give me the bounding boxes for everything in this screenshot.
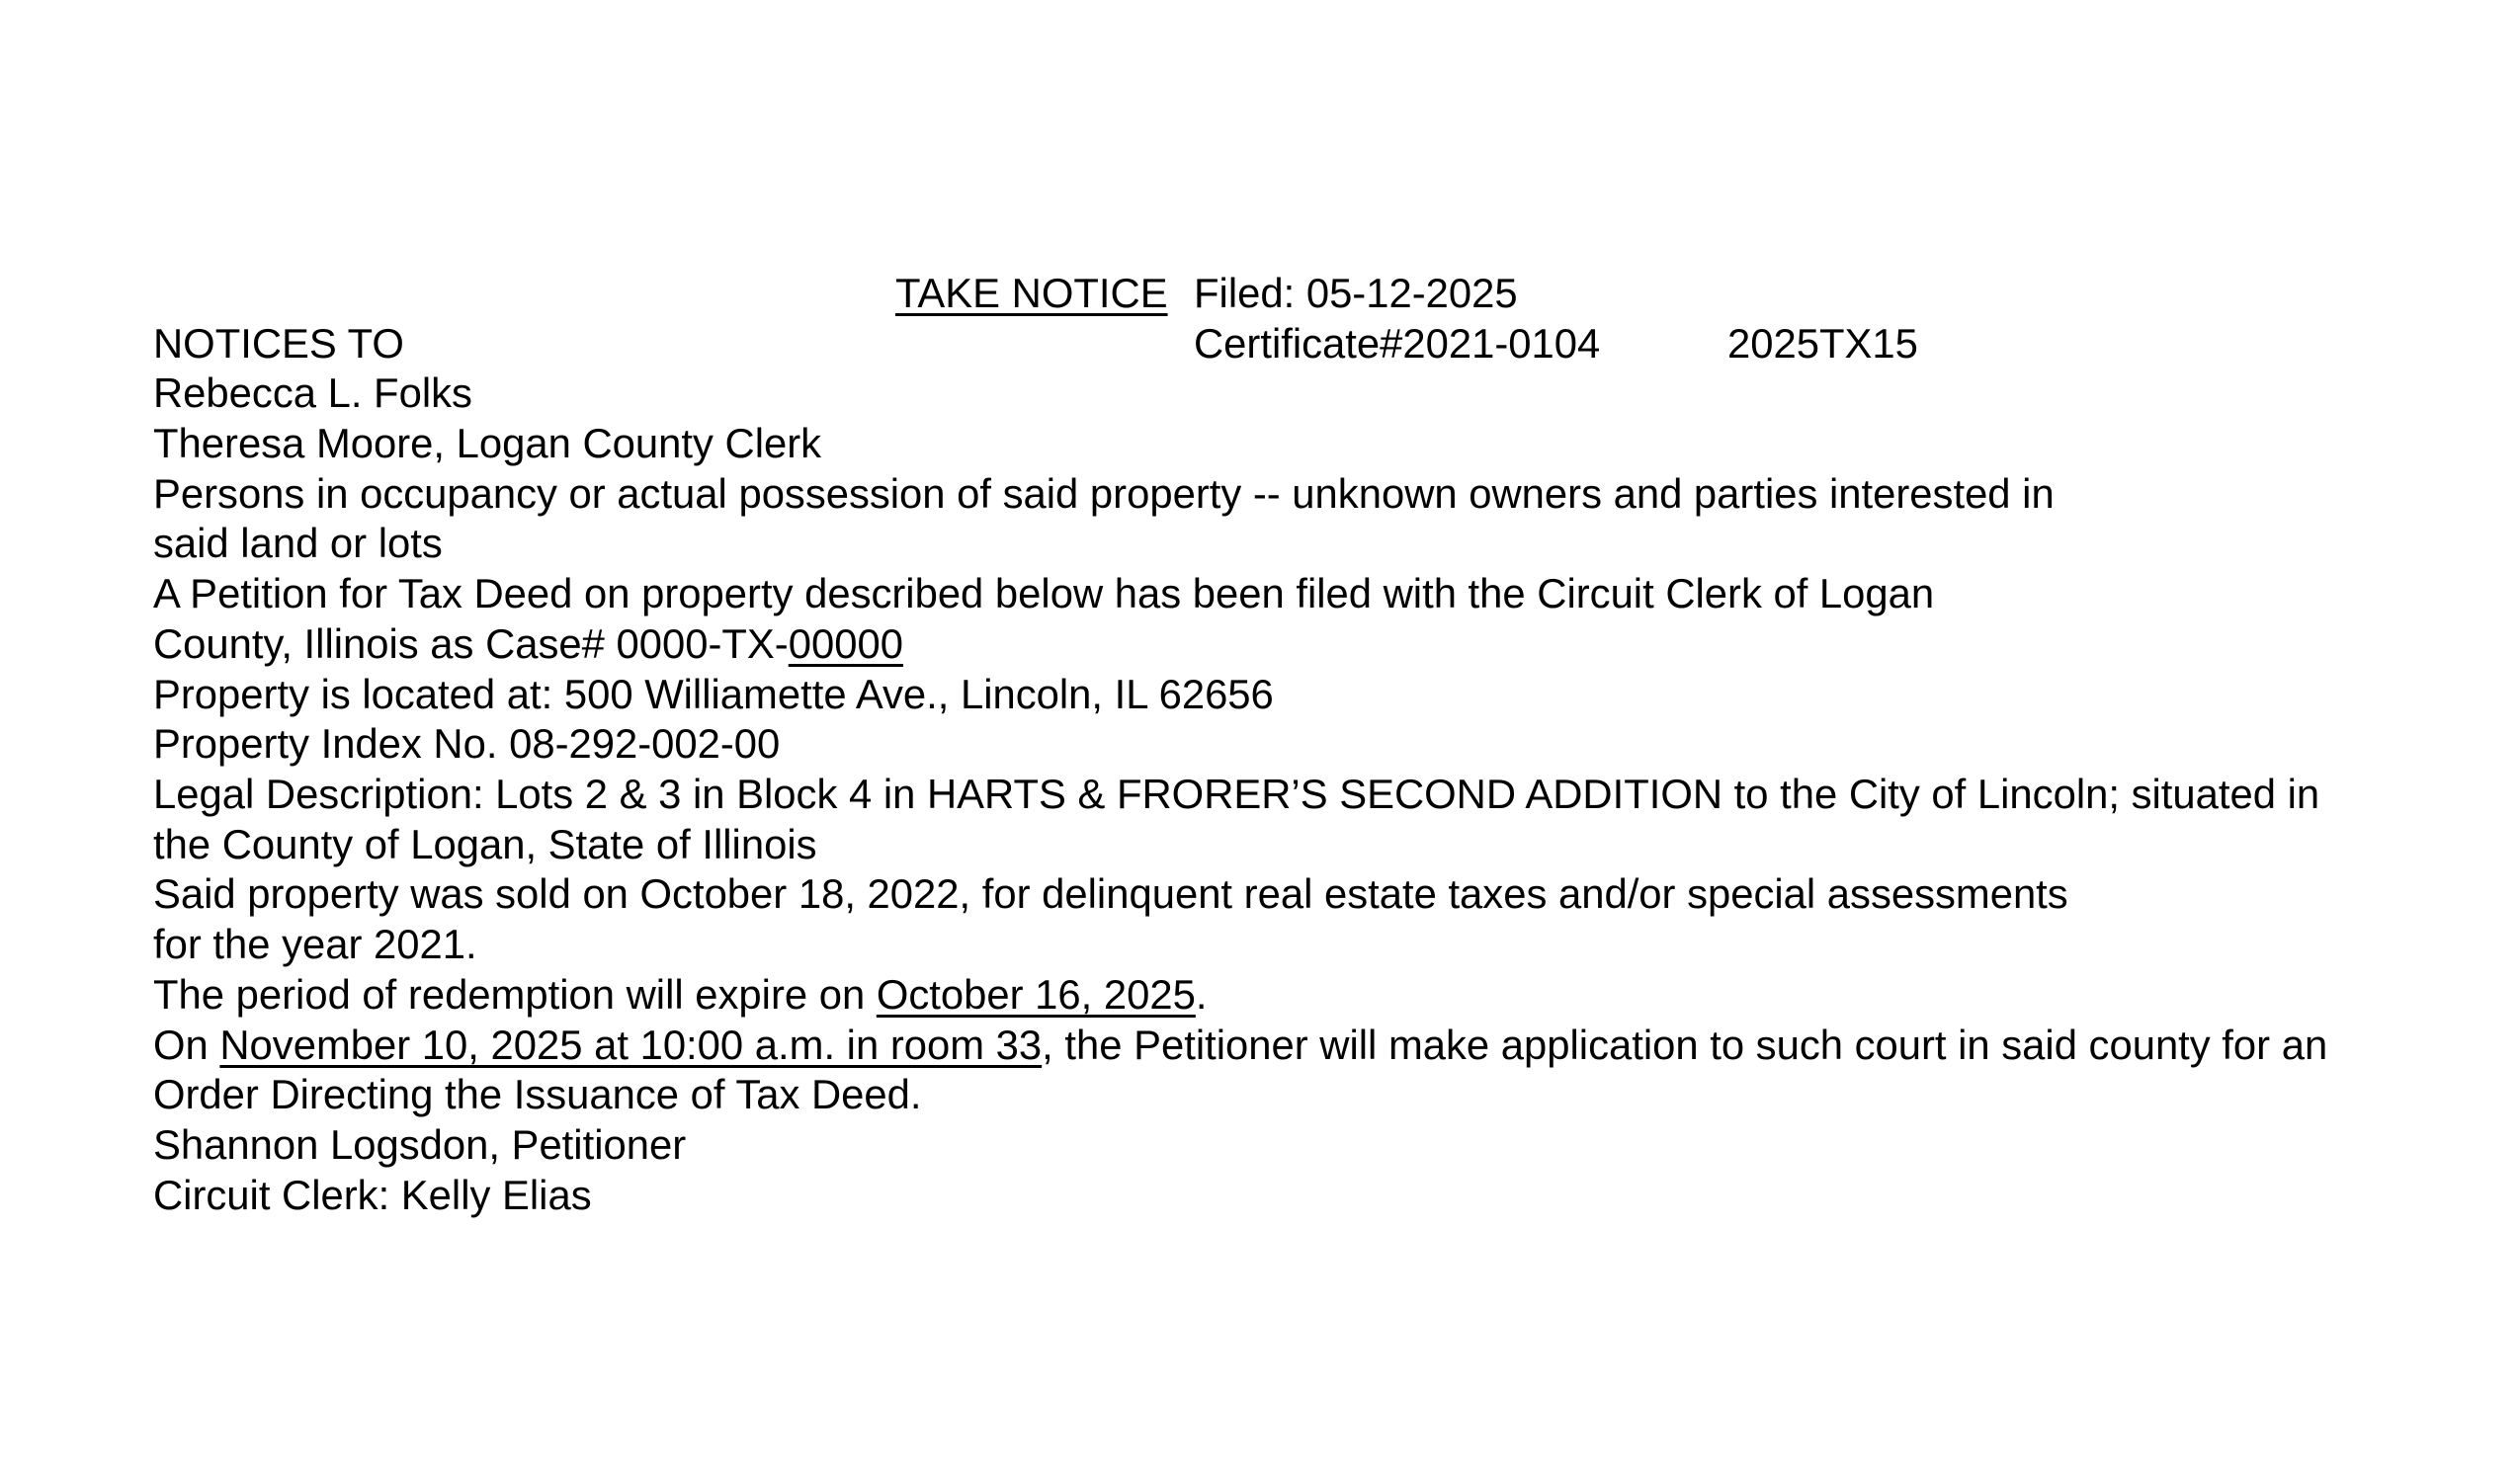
recipient-name-2: Theresa Moore, Logan County Clerk (153, 420, 822, 466)
hearing-info-line-1 (153, 1020, 2327, 1070)
take-notice-heading: TAKE NOTICE (895, 270, 1168, 316)
recipient-name-1: Rebecca L. Folks (153, 369, 472, 416)
redemption-date-underlined: October 16, 2025 (876, 971, 1196, 1018)
petitioner-name: Shannon Logsdon, Petitioner (153, 1121, 687, 1168)
case-year-code: 2025TX15 (1727, 320, 1918, 367)
petition-case-number-underlined: 00000 (788, 620, 903, 667)
circuit-clerk-name: Circuit Clerk: Kelly Elias (153, 1172, 592, 1218)
notices-to-label: NOTICES TO (153, 320, 404, 367)
redemption-text: The period of redemption will expire on (153, 971, 877, 1018)
petition-case-number-prefix: County, Illinois as Case# 0000-TX- (153, 620, 789, 667)
sale-info-line-1: Said property was sold on October 18, 2022, for delinquent real estate taxes and/or special assessments (153, 870, 2068, 917)
hearing-prefix: On (153, 1022, 220, 1068)
legal-description-line-2: the County of Logan, State of Illinois (153, 821, 817, 867)
petition-line-1: A Petition for Tax Deed on property described below has been filed with the Circuit Clerk of Logan (153, 570, 1935, 616)
hearing-suffix: , the Petitioner will make application to such court in said county for an (1042, 1022, 2328, 1068)
legal-description-line-1: Legal Description: Lots 2 & 3 in Block 4 in HARTS & FRORER’S SECOND ADDITION to the City of Lincoln; situated in (153, 771, 2320, 817)
redemption-deadline-line (153, 969, 1207, 1020)
sale-info-line-2: for the year 2021. (153, 921, 477, 967)
hearing-info-line-2: Order Directing the Issuance of Tax Deed. (153, 1071, 922, 1117)
property-index-number: Property Index No. 08-292-002-00 (153, 720, 781, 767)
recipient-occupants-line-1: Persons in occupancy or actual possession of said property -- unknown owners and parties interested in (153, 470, 2055, 517)
property-location: Property is located at: 500 Williamette Ave., Lincoln, IL 62656 (153, 671, 1274, 717)
filed-date: Filed: 05-12-2025 (1194, 270, 1518, 316)
redemption-period: . (1195, 971, 1208, 1018)
petition-line-2 (153, 618, 903, 669)
certificate-number: Certificate#2021-0104 (1194, 320, 1601, 367)
recipient-occupants-line-2: said land or lots (153, 520, 443, 566)
hearing-datetime-underlined: November 10, 2025 at 10:00 a.m. in room 33 (219, 1022, 1043, 1068)
